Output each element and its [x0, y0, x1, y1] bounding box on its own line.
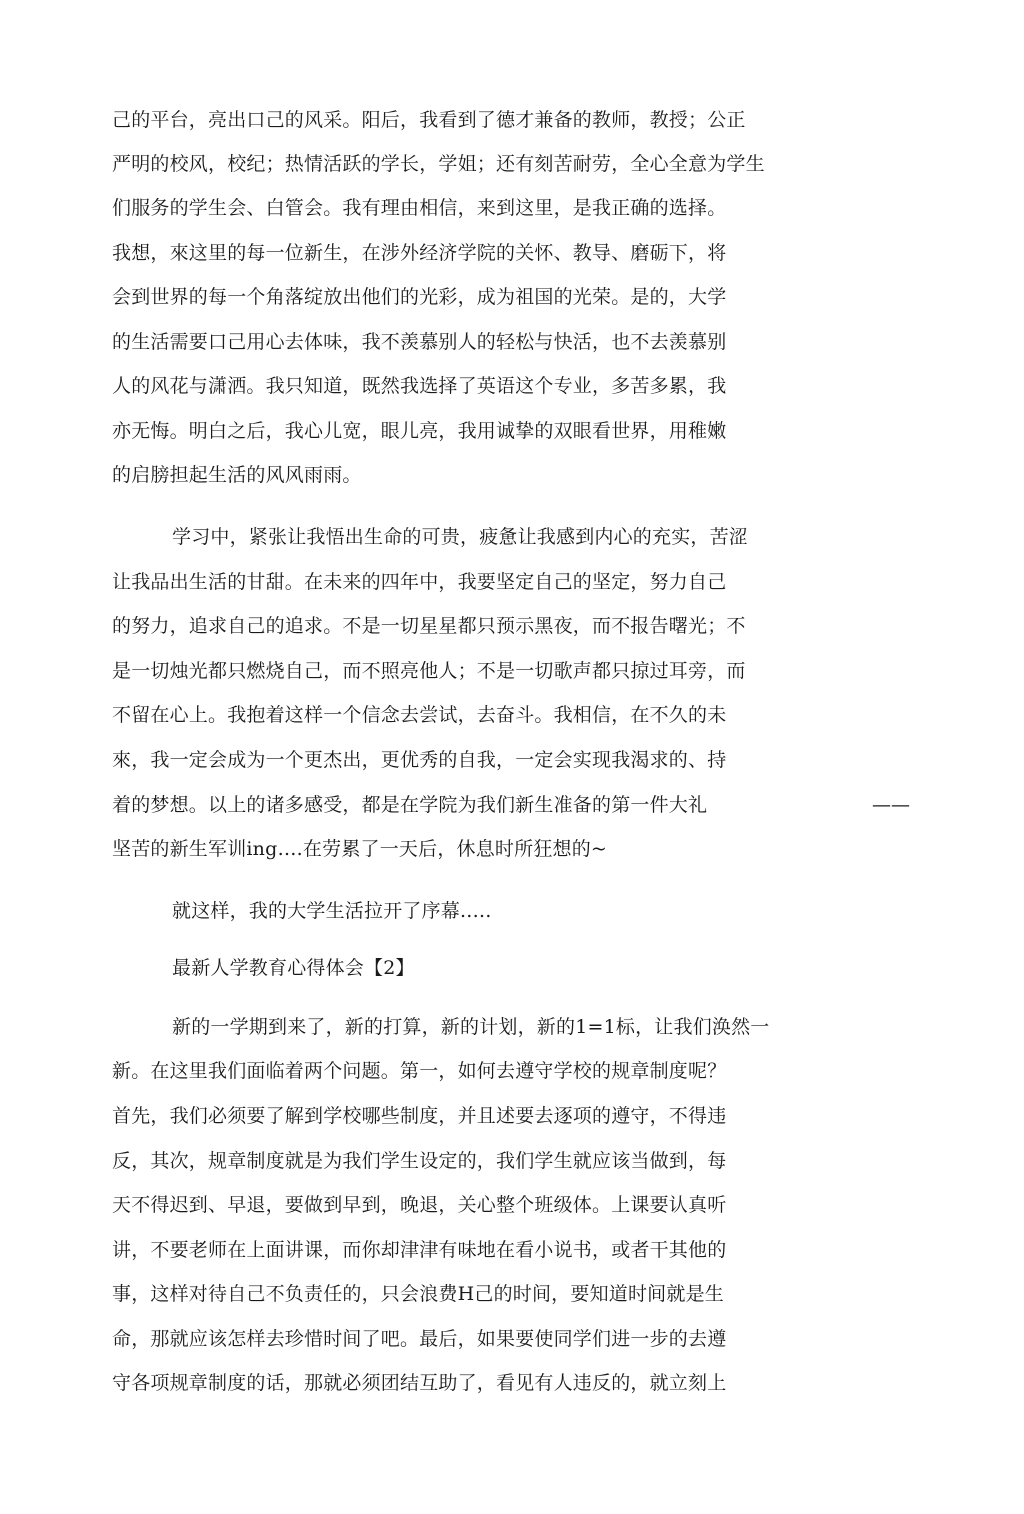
paragraph-2-line: 來，我一定会成为一个更杰出，更优秀的自我，一定会实现我渴求的、持	[112, 749, 727, 771]
paragraph-3-line: 新。在这里我们面临着两个问题。第一，如何去遵守学校的规章制度呢？	[112, 1060, 727, 1082]
paragraph-1-line: 人的风花与潇洒。我只知道，既然我选择了英语这个专业，多苦多累，我	[112, 375, 727, 397]
paragraph-3-line: 天不得迟到、早退，要做到早到，晚退，关心整个班级体。上课要认真听	[112, 1194, 727, 1216]
paragraph-2-line: 坚苦的新生军训ing….在劳累了一天后，休息时所狂想的~	[112, 838, 608, 860]
paragraph-2-line: 着的梦想。以上的诸多感受，都是在学院为我们新生准备的第一件大礼	[112, 794, 708, 816]
paragraph-3-line: 守各项规章制度的话，那就必须团结互助了，看见有人违反的，就立刻上	[112, 1372, 727, 1394]
paragraph-1-line: 们服务的学生会、白管会。我有理由相信，来到这里，是我正确的选择。	[112, 197, 727, 219]
section-title: 最新人学教育心得体会【2】	[172, 957, 415, 979]
paragraph-2-line: 学习中，紧张让我悟出生命的可贵，疲惫让我感到内心的充实，苦涩	[172, 526, 749, 548]
paragraph-3-line: 命，那就应该怎样去珍惜时间了吧。最后，如果要使同学们进一步的去遵	[112, 1328, 727, 1350]
paragraph-2-line: 让我品出生活的甘甜。在未来的四年中，我要坚定自己的坚定，努力自己	[112, 571, 727, 593]
paragraph-3-line: 新的一学期到来了，新的打算，新的计划，新的1=1标，让我们涣然一	[172, 1016, 770, 1038]
em-dash: ——	[872, 794, 910, 816]
paragraph-3-line: 首先，我们必须要了解到学校哪些制度，并且述要去逐项的遵守，不得违	[112, 1105, 727, 1127]
paragraph-1-line: 的启膀担起生活的风风雨雨。	[112, 464, 362, 486]
paragraph-1-line: 严明的校风，校纪；热情活跃的学长，学姐；还有刻苦耐劳，全心全意为学生	[112, 153, 765, 175]
paragraph-1-line: 亦无悔。明白之后，我心儿宽，眼儿亮，我用诚挚的双眼看世界，用稚嫩	[112, 420, 727, 442]
closing-line: 就这样，我的大学生活拉开了序幕..…	[172, 900, 492, 922]
paragraph-1-line: 会到世界的每一个角落绽放出他们的光彩，成为祖国的光荣。是的，大学	[112, 286, 727, 308]
paragraph-2-line: 不留在心上。我抱着这样一个信念去尝试，去奋斗。我相信，在不久的未	[112, 704, 727, 726]
paragraph-1-line: 我想，來这里的每一位新生，在涉外经济学院的关怀、教导、磨砺下，将	[112, 242, 727, 264]
paragraph-1-line: 的生活需要口己用心去体味，我不羡慕别人的轻松与快活，也不去羡慕别	[112, 331, 727, 353]
paragraph-3-line: 讲，不要老师在上面讲课，而你却津津有味地在看小说书，或者干其他的	[112, 1239, 727, 1261]
paragraph-3-line: 反，其次，规章制度就是为我们学生设定的，我们学生就应该当做到，每	[112, 1150, 727, 1172]
paragraph-1-line: 己的平台，亮出口己的风采。阳后，我看到了德才兼备的教师，教授；公正	[112, 109, 746, 131]
paragraph-3-line: 事，这样对待自己不负责任的，只会浪费H己的时间，要知道时间就是生	[112, 1283, 724, 1305]
paragraph-2-line: 的努力，追求自己的追求。不是一切星星都只预示黑夜，而不报告曙光；不	[112, 615, 746, 637]
paragraph-2-line: 是一切烛光都只燃烧自己，而不照亮他人；不是一切歌声都只掠过耳旁，而	[112, 660, 746, 682]
